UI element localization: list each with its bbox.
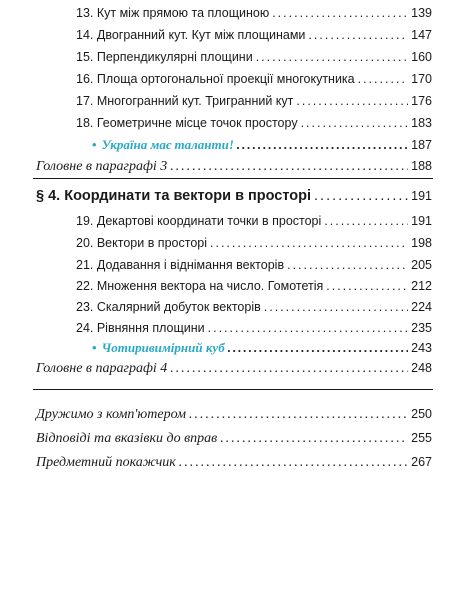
- toc-entry-index[interactable]: [36, 454, 432, 471]
- toc-entry-label: Україна має таланти!: [101, 137, 234, 152]
- leader-dots: [220, 431, 408, 447]
- toc-entry-15[interactable]: [76, 49, 432, 65]
- toc-entry-21[interactable]: [76, 257, 432, 273]
- leader-dots: [170, 361, 408, 377]
- toc-entry-18[interactable]: [76, 115, 432, 131]
- toc-entry-22[interactable]: [76, 278, 432, 294]
- toc-page-number: 224: [411, 300, 432, 314]
- toc-page-number: 188: [411, 159, 432, 173]
- toc-entry-label: Дружимо з комп'ютером: [36, 407, 187, 422]
- toc-page-number: 248: [411, 361, 432, 375]
- toc-entry-19[interactable]: [76, 213, 432, 229]
- toc-entry-label: 20. Вектори в просторі: [76, 236, 207, 250]
- toc-entry-13[interactable]: [76, 5, 432, 21]
- toc-entry-computer[interactable]: [36, 406, 432, 423]
- leader-dots: [170, 159, 408, 175]
- leader-dots: [272, 5, 408, 21]
- toc-page-number: 147: [411, 28, 432, 42]
- leader-dots: [301, 115, 409, 131]
- toc-entry-summary-3[interactable]: [36, 158, 432, 175]
- toc-page-number: 235: [411, 321, 432, 335]
- toc-section-label: § 4. Координати та вектори в просторі: [36, 188, 312, 204]
- toc-entry-label: Головне в параграфі 4: [36, 361, 168, 376]
- toc-page-number: 187: [411, 138, 432, 152]
- leader-dots: [287, 257, 408, 273]
- toc-entry-14[interactable]: [76, 27, 432, 43]
- toc-entry-label: 14. Двогранний кут. Кут між площинами: [76, 28, 306, 42]
- leader-dots: [314, 188, 408, 204]
- toc-page-number: 212: [411, 279, 432, 293]
- toc-page-number: 176: [411, 94, 432, 108]
- toc-entry-16[interactable]: [76, 71, 432, 87]
- leader-dots: [326, 278, 408, 294]
- toc-entry-24[interactable]: [76, 320, 432, 336]
- toc-entry-label: Чотиривимірний куб: [101, 340, 225, 355]
- section-divider: [33, 389, 433, 390]
- leader-dots: [208, 320, 409, 336]
- leader-dots: [237, 137, 408, 153]
- toc-entry-ukraine-talents[interactable]: [92, 137, 432, 153]
- toc-page-number: 139: [411, 6, 432, 20]
- bullet-icon: •: [92, 340, 97, 355]
- leader-dots: [228, 340, 408, 356]
- leader-dots: [358, 71, 409, 87]
- toc-entry-label: 21. Додавання і віднімання векторів: [76, 258, 285, 272]
- toc-page-number: 198: [411, 236, 432, 250]
- toc-section-4[interactable]: [36, 188, 432, 204]
- toc-entry-label: 13. Кут між прямою та площиною: [76, 6, 270, 20]
- toc-entry-label: Відповіді та вказівки до вправ: [36, 431, 218, 446]
- toc-entry-label: 18. Геометричне місце точок простору: [76, 116, 298, 130]
- leader-dots: [296, 93, 408, 109]
- toc-entry-label: Предметний покажчик: [36, 455, 176, 470]
- toc-entry-label: 19. Декартові координати точки в просторі: [76, 214, 322, 228]
- toc-entry-tesseract[interactable]: [92, 340, 432, 356]
- toc-entry-summary-4[interactable]: [36, 360, 432, 377]
- toc-page-number: 160: [411, 50, 432, 64]
- leader-dots: [210, 235, 408, 251]
- toc-entry-label: Головне в параграфі 3: [36, 159, 168, 174]
- toc-entry-label: 16. Площа ортогональної проекції многокутника: [76, 72, 355, 86]
- toc-entry-label: 23. Скалярний добуток векторів: [76, 300, 261, 314]
- toc-page-number: 243: [411, 341, 432, 355]
- toc-page-number: 255: [411, 431, 432, 445]
- leader-dots: [308, 27, 408, 43]
- leader-dots: [264, 299, 408, 315]
- toc-page-number: 183: [411, 116, 432, 130]
- toc-page-number: 170: [411, 72, 432, 86]
- bullet-icon: •: [92, 137, 97, 152]
- toc-page-number: 267: [411, 455, 432, 469]
- leader-dots: [256, 49, 408, 65]
- toc-entry-17[interactable]: [76, 93, 432, 109]
- toc-entry-20[interactable]: [76, 235, 432, 251]
- toc-page-number: 191: [411, 214, 432, 228]
- toc-page-number: 250: [411, 407, 432, 421]
- toc-entry-23[interactable]: [76, 299, 432, 315]
- toc-entry-label: 15. Перпендикулярні площини: [76, 50, 253, 64]
- toc-entry-label: 22. Множення вектора на число. Гомотетія: [76, 279, 324, 293]
- toc-entry-answers[interactable]: [36, 430, 432, 447]
- toc-page-number: 205: [411, 258, 432, 272]
- leader-dots: [179, 455, 408, 471]
- toc-entry-label: 17. Многогранний кут. Тригранний кут: [76, 94, 294, 108]
- leader-dots: [324, 213, 408, 229]
- section-divider: [33, 178, 433, 179]
- toc-page-number: 191: [411, 189, 432, 203]
- toc-entry-label: 24. Рівняння площини: [76, 321, 205, 335]
- leader-dots: [189, 407, 408, 423]
